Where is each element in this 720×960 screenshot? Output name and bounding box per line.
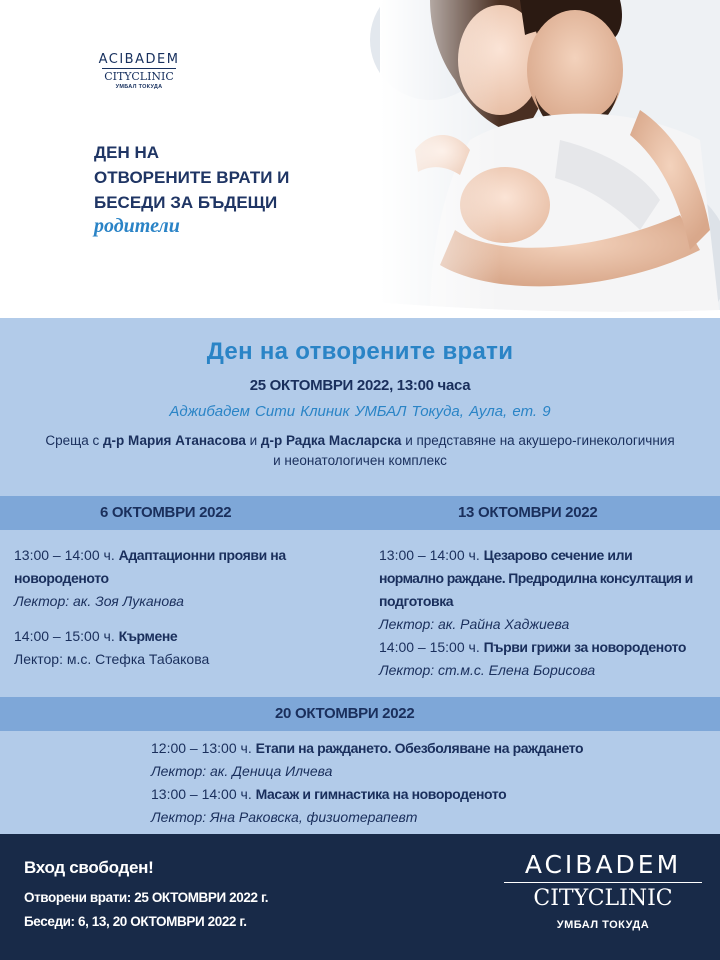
session-entry: 12:00 – 13:00 ч. Етапи на раждането. Обезболяване на раждането <box>151 740 584 756</box>
desc-and: и <box>245 433 261 448</box>
talks-dates-line: Беседи: 6, 13, 20 ОКТОМВРИ 2022 г. <box>24 914 247 929</box>
session-entry: 14:00 – 15:00 ч. Първи грижи за новороденото <box>379 639 687 655</box>
open-day-date: 25 ОКТОМВРИ 2022, 13:00 часа <box>249 377 471 394</box>
sessions-oct-13 <box>379 544 693 682</box>
session-lector: Лектор: ст.м.с. Елена Борисова <box>379 662 596 678</box>
session-entry: 13:00 – 14:00 ч. Адаптационни прояви на <box>14 547 286 563</box>
logo-word-cityclinic: CITYCLINIC <box>533 886 673 911</box>
desc-prefix: Среща с <box>45 433 103 448</box>
session-entry: 13:00 – 14:00 ч. Масаж и гимнастика на новороденото <box>151 786 507 802</box>
hero-title-accent: родители <box>94 215 180 237</box>
acibadem-logo-large <box>500 850 706 937</box>
logo-word-cityclinic: CITYCLINIC <box>104 70 174 83</box>
hero-title-line-2: ОТВОРЕНИТЕ ВРАТИ И <box>94 168 290 187</box>
session-entry-cont: подготовка <box>379 593 454 609</box>
session-lector: Лектор: ак. Райна Хаджиева <box>379 616 570 632</box>
date-oct-20: 20 ОКТОМВРИ 2022 <box>275 705 415 722</box>
date-bar-oct-20 <box>0 697 720 731</box>
date-oct-13: 13 ОКТОМВРИ 2022 <box>458 504 598 521</box>
open-doors-date-line: Отворени врати: 25 ОКТОМВРИ 2022 г. <box>24 890 269 905</box>
logo-word-tokuda: УМБАЛ ТОКУДА <box>115 84 163 90</box>
desc-suffix: и представяне на акушеро-гинекологичния и неонатологичен комплекс <box>273 433 675 468</box>
doctor-name-1: д-р Мария Атанасова <box>102 433 246 448</box>
date-oct-6: 6 ОКТОМВРИ 2022 <box>100 504 232 521</box>
hero-title-line-3: БЕСЕДИ ЗА БЪДЕЩИ <box>94 193 278 212</box>
open-day-description <box>40 431 680 471</box>
open-day-section <box>0 318 720 496</box>
sessions-oct-20 <box>151 737 583 829</box>
session-entry-cont: новороденото <box>14 570 109 586</box>
hero-title <box>94 140 374 237</box>
open-day-heading: Ден на отворените врати <box>206 338 514 365</box>
session-entry: 14:00 – 15:00 ч. Кърмене <box>14 628 178 644</box>
hero-title-line-1: ДЕН НА <box>94 143 160 162</box>
hero-section <box>0 0 720 318</box>
session-entry: 13:00 – 14:00 ч. Цезарово сечение или <box>379 547 633 563</box>
spacer <box>14 613 286 625</box>
sessions-panel-oct-20 <box>0 731 720 834</box>
logo-divider <box>102 68 176 69</box>
free-entry-label: Вход свободен! <box>24 858 154 877</box>
session-lector: Лектор: ак. Зоя Луканова <box>14 593 184 609</box>
open-day-venue: Аджибадем Сити Клиник УМБАЛ Токуда, Аула, ет. 9 <box>169 403 551 420</box>
logo-divider <box>504 882 702 883</box>
doctor-name-2: д-р Радка Масларска <box>260 433 402 448</box>
logo-word-acibadem: ACIBADEM <box>524 850 682 879</box>
logo-word-acibadem: ACIBADEM <box>98 52 180 67</box>
footer <box>0 834 720 960</box>
session-entry-cont: нормално раждане. Предродилна консултация и <box>379 570 693 586</box>
sessions-oct-6 <box>14 544 286 671</box>
logo-word-tokuda: УМБАЛ ТОКУДА <box>556 919 650 931</box>
session-lector: Лектор: Яна Раковска, физиотерапевт <box>151 809 418 825</box>
session-lector: Лектор: м.с. Стефка Табакова <box>14 651 210 667</box>
date-bar-oct-6-13 <box>0 496 720 530</box>
session-lector: Лектор: ак. Деница Илчева <box>151 763 333 779</box>
acibadem-logo-small <box>96 52 182 91</box>
sessions-panel-oct-6-13 <box>0 530 720 697</box>
